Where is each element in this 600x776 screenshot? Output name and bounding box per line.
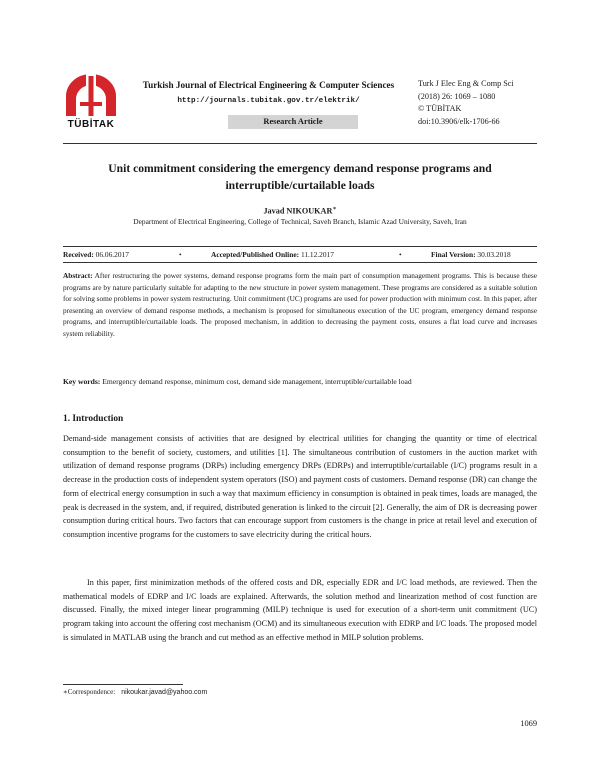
bullet-2: • xyxy=(399,250,402,259)
intro-paragraph-1: Demand-side management consists of activities that are designed by electrical utilities for changing the quantity or time of electrical consumption to the benefit of society, customers, and utilities [1]. The simultaneous contribution of customers in the auction market with utilization of demand response programs (DRPs) including emergency DRPs (EDRPs) and interruptible/curtailable (I/C) programs result in a decrease in the production costs of independent system operators (ISO) and payment costs of customers. Demand response (DR) can change the form of electrical energy consumption in such a way that maximum efficiency in consumption is obtained in peak times, loads are managed, the peak is decreased in the system, and, if required, distributed generation is linked to the circuit [2]. Generally, the aim of DR is decreasing power consumption during critical hours. Two factors that can encourage support from customers is the change in price at retail level and execution of consumption incentive programs for the customers to save electricity during the critical hours. xyxy=(63,434,537,539)
article-type-badge: Research Article xyxy=(228,115,358,129)
journal-title: Turkish Journal of Electrical Engineering & Computer Sciences xyxy=(142,80,395,90)
abstract xyxy=(63,270,537,340)
tubitak-logo-icon xyxy=(62,72,120,118)
intro-paragraph-2: In this paper, first minimization methods of the offered costs and DR, especially EDR and I/C load methods, are reviewed. Then the mathematical models of EDRP and I/C loads are explained. Afterwards, the solution method and linearization method of cost function are discussed. Finally, the mixed integer linear programming (MILP) technique is used for execution of a short-term unit commitment (UC) program taking into account the offering cost mechanism (OCM) and its simultaneous execution with EDRP and I/C loads. The proposed model is simulated in MATLAB using the branch and cut method as an effective method in MILP solution problems. xyxy=(63,578,537,642)
final-date xyxy=(431,250,511,259)
abstract-label: Abstract: xyxy=(63,271,93,280)
footnote-label: ∗Correspondence: xyxy=(63,688,116,696)
title-line-2: interruptible/curtailable loads xyxy=(225,179,375,192)
author xyxy=(63,205,537,216)
page-number: 1069 xyxy=(520,719,537,728)
copyright: © TÜBİTAK xyxy=(418,104,462,114)
footnote-rule xyxy=(63,684,183,685)
author-mark: ∗ xyxy=(332,206,337,212)
header-rule xyxy=(63,143,537,144)
abstract-text: After restructuring the power systems, demand response programs form the main part of consumption management programs. This is because these programs are by nature particularly suitable for adapting to the new structure in power system management. These programs are considered as a suitable solution for solving some problems in power system restructuring. Unit commitment (UC) programs are used for power production with minimum cost. In this paper, after presenting an overview of demand response methods, a mechanism is proposed for simultaneous execution of the UC program, emergency demand response programs, and interruptible/curtailable loads. The proposed mechanism, in addition to decreasing the payment costs, ensures a flat load curve and increases system reliability. xyxy=(63,271,537,338)
dates-top-rule xyxy=(63,246,537,247)
affiliation: Department of Electrical Engineering, College of Technical, Saveh Branch, Islamic Azad University, Saveh, Iran xyxy=(133,217,467,226)
keywords-text: Emergency demand response, minimum cost, demand side management, interruptible/curtailable load xyxy=(102,377,412,386)
keywords-label: Key words: xyxy=(63,377,101,386)
paper-title xyxy=(63,160,537,194)
final-value: 30.03.2018 xyxy=(477,250,511,259)
footnote-email[interactable]: nikoukar.javad@yahoo.com xyxy=(121,689,208,696)
received-label: Received: xyxy=(63,250,94,259)
logo-wordmark: TÜBİTAK xyxy=(67,119,115,130)
author-name: Javad NIKOUKAR xyxy=(263,206,333,216)
journal-url[interactable]: http://journals.tubitak.gov.tr/elektrik/ xyxy=(177,97,360,105)
accepted-value: 11.12.2017 xyxy=(300,250,334,259)
doi[interactable]: doi:10.3906/elk-1706-66 xyxy=(418,116,500,126)
volume-pages: (2018) 26: 1069 – 1080 xyxy=(418,91,496,101)
footnote xyxy=(63,688,207,696)
dates-row xyxy=(63,250,537,261)
keywords xyxy=(63,377,537,386)
received-value: 06.06.2017 xyxy=(95,250,129,259)
section-heading-introduction: 1. Introduction xyxy=(63,414,124,424)
received-date xyxy=(63,250,129,259)
bullet-1: • xyxy=(179,250,182,259)
accepted-date xyxy=(211,250,334,259)
dates-bottom-rule xyxy=(63,262,537,263)
journal-abbrev: Turk J Elec Eng & Comp Sci xyxy=(418,79,514,88)
citation-block xyxy=(418,78,578,128)
accepted-label: Accepted/Published Online: xyxy=(211,250,300,259)
final-label: Final Version: xyxy=(431,250,476,259)
title-line-1: Unit commitment considering the emergency demand response programs and xyxy=(108,162,492,175)
